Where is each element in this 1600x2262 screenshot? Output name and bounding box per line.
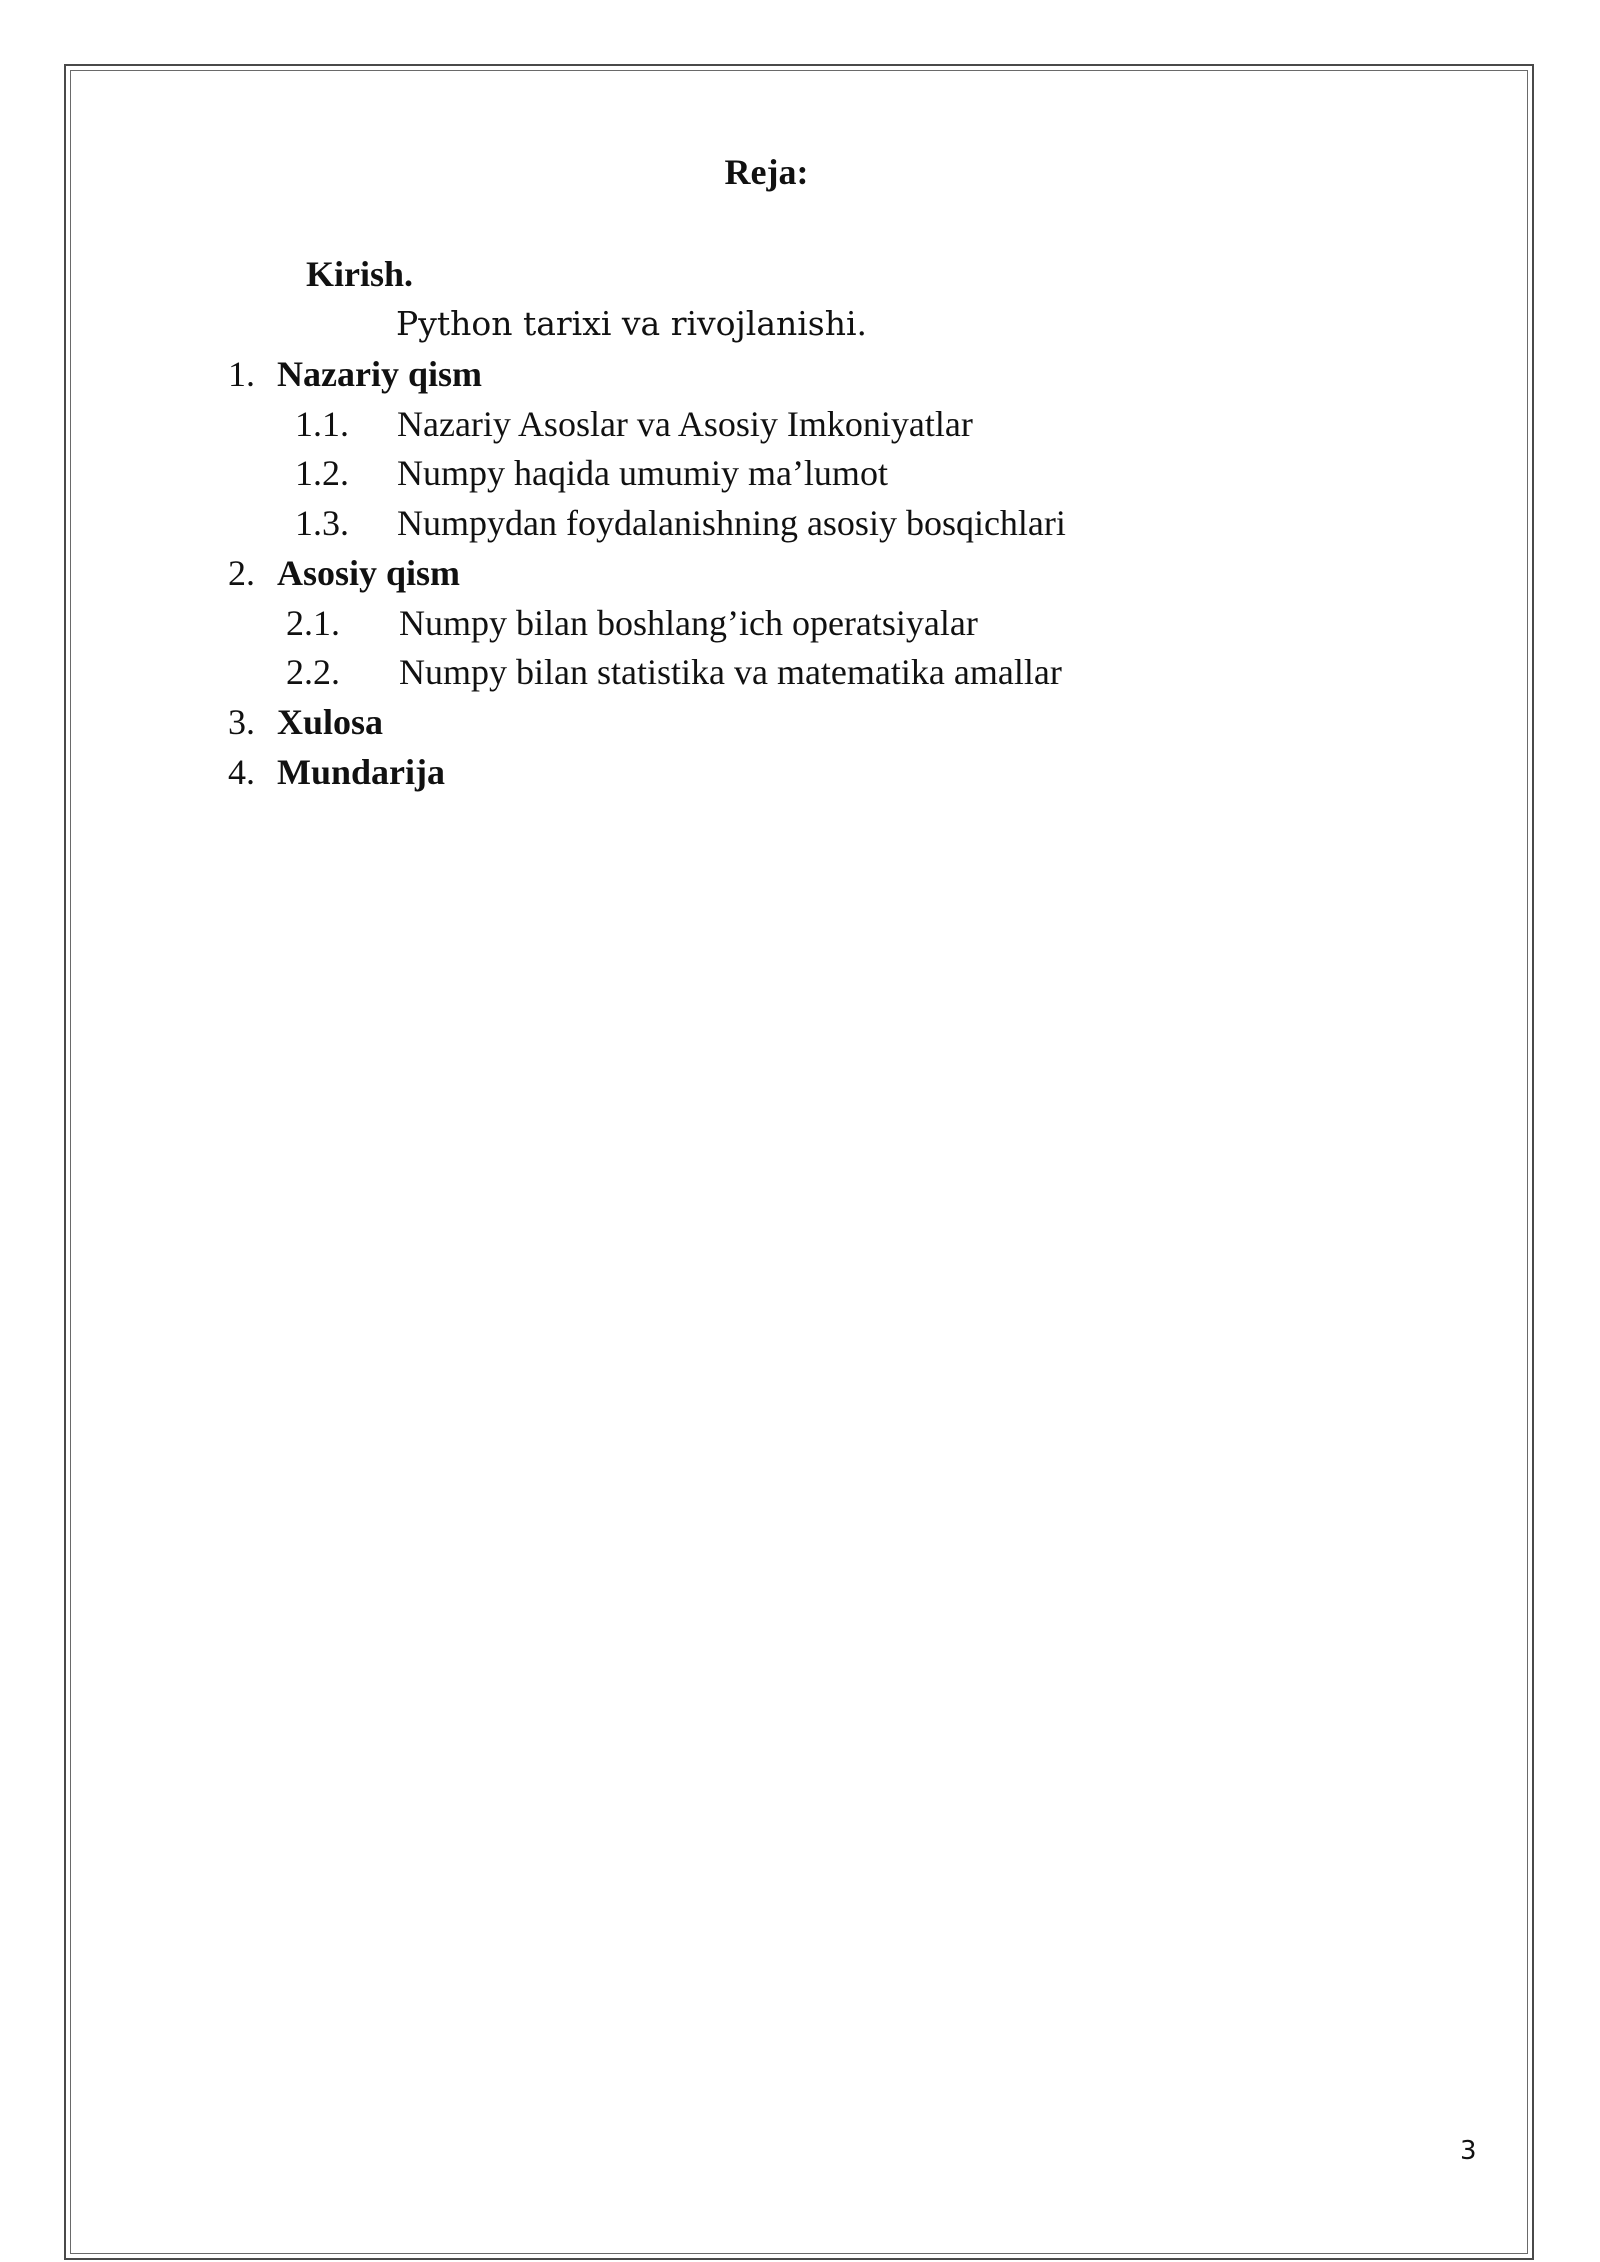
subsection-number: 1.2. [295,453,349,493]
subsection-number: 1.1. [295,404,349,444]
subsection-title: Nazariy Asoslar va Asosiy Imkoniyatlar [397,404,973,444]
subsection-title: Numpydan foydalanishning asosiy bosqichlari [397,503,1066,543]
section-number: 4. [228,752,255,792]
page-number: 3 [1460,2136,1477,2166]
subsection-number: 2.2. [286,652,340,692]
subsection-title: Numpy bilan statistika va matematika amallar [399,652,1062,692]
page-title: Reja: [724,152,809,192]
section-title-nazariy-qism: Nazariy qism [277,354,482,394]
subsection-number: 1.3. [295,503,349,543]
section-number: 3. [228,702,255,742]
page-border-inner [70,70,1528,2254]
section-number: 2. [228,553,255,593]
subsection-title: Numpy bilan boshlang’ich operatsiyalar [399,603,978,643]
intro-heading: Kirish. [306,254,414,294]
intro-item: Python tarixi va rivojlanishi. [396,304,868,343]
section-title-asosiy-qism: Asosiy qism [277,553,461,593]
section-title-mundarija: Mundarija [277,752,446,792]
section-number: 1. [228,354,255,394]
section-title-xulosa: Xulosa [277,702,384,742]
subsection-number: 2.1. [286,603,340,643]
subsection-title: Numpy haqida umumiy ma’lumot [397,453,888,493]
